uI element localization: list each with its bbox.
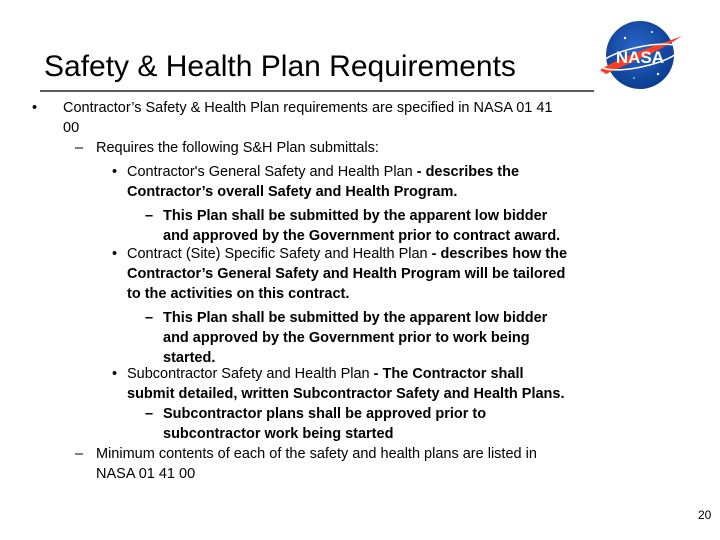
plan-description: Contractor’s overall Safety and Health Program. bbox=[127, 184, 458, 200]
bullet-text: and approved by the Government prior to contract award. bbox=[163, 228, 561, 244]
bullet-text: This Plan shall be submitted by the apparent low bidder bbox=[163, 310, 548, 326]
bullet-text: Contractor’s Safety & Health Plan requirements are specified in NASA 01 41 bbox=[63, 100, 553, 116]
dash-marker: – bbox=[145, 208, 154, 224]
bullet-marker: • bbox=[32, 100, 38, 116]
logo-wordmark: NASA bbox=[615, 48, 665, 67]
bullet-text: 00 bbox=[63, 120, 80, 136]
bullet-marker: • bbox=[112, 366, 118, 382]
dash-marker: – bbox=[75, 446, 84, 462]
plan-name: Contract (Site) Specific Safety and Health Plan bbox=[127, 246, 428, 262]
plan-description: - describes the bbox=[412, 164, 520, 180]
nasa-logo-icon bbox=[592, 12, 688, 98]
bullet-text: NASA 01 41 00 bbox=[96, 466, 196, 482]
plan-description: submit detailed, written Subcontractor Safety and Health Plans. bbox=[127, 386, 565, 402]
bullet-text bbox=[127, 244, 567, 264]
bullet-marker: • bbox=[112, 246, 118, 262]
plan-description: to the activities on this contract. bbox=[127, 286, 350, 302]
dash-marker: – bbox=[145, 406, 154, 422]
page-number: 20 bbox=[698, 508, 712, 522]
bullet-text: Requires the following S&H Plan submittals: bbox=[96, 140, 379, 156]
dash-marker: – bbox=[145, 310, 154, 326]
plan-name: Subcontractor Safety and Health Plan bbox=[127, 366, 370, 382]
bullet-marker: • bbox=[112, 164, 118, 180]
plan-description: Contractor’s General Safety and Health Program will be tailored bbox=[127, 266, 566, 282]
bullet-text: subcontractor work being started bbox=[163, 426, 394, 442]
bullet-text: and approved by the Government prior to work being bbox=[163, 330, 530, 346]
bullet-text: Minimum contents of each of the safety and health plans are listed in bbox=[96, 446, 537, 462]
bullet-text: started. bbox=[163, 350, 216, 366]
bullet-text: Subcontractor plans shall be approved prior to bbox=[163, 406, 487, 422]
bullet-text: This Plan shall be submitted by the apparent low bidder bbox=[163, 208, 548, 224]
plan-description: - describes how the bbox=[427, 246, 568, 262]
bullet-text bbox=[127, 364, 524, 384]
bullet-text bbox=[127, 162, 519, 182]
plan-name: Contractor's General Safety and Health Plan bbox=[127, 164, 413, 180]
slide-title: Safety & Health Plan Requirements bbox=[44, 50, 516, 83]
dash-marker: – bbox=[75, 140, 84, 156]
plan-description: - The Contractor shall bbox=[369, 366, 524, 382]
title-divider bbox=[40, 90, 594, 92]
